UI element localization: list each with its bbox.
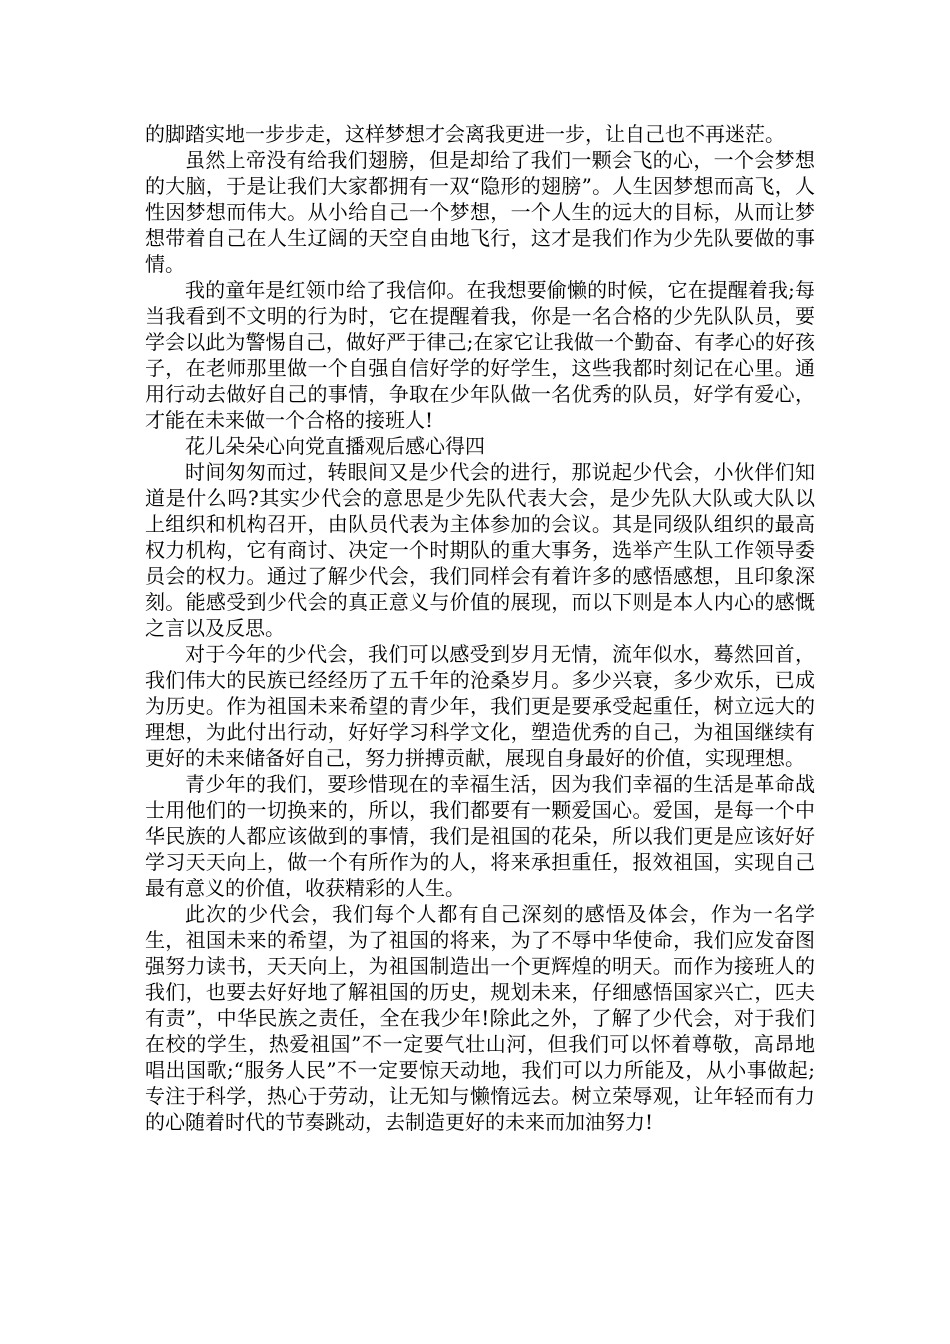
paragraph-2: 虽然上帝没有给我们翅膀，但是却给了我们一颗会飞的心，一个会梦想的大脑，于是让我们大家都拥有一双“隐形的翅膀”。人生因梦想而高飞，人性因梦想而伟大。从小给自己一个梦想，一个人生的远大的目标，从而让梦想带着自己在人生辽阔的天空自由地飞行，这才是我们作为少先队要做的事情。 [145,148,815,276]
paragraph-5: 对于今年的少代会，我们可以感受到岁月无情，流年似水，蓦然回首，我们伟大的民族已经经历了五千年的沧桑岁月。多少兴衰，多少欢乐，已成为历史。作为祖国未来希望的青少年，我们更是要承受起重任，树立远大的理想，为此付出行动，好好学习科学文化，塑造优秀的自己，为祖国继续有更好的未来储备好自己，努力拼搏贡献，展现自身最好的价值，实现理想。 [145,642,815,770]
paragraph-1: 的脚踏实地一步步走，这样梦想才会离我更进一步，让自己也不再迷茫。 [145,122,785,146]
paragraph-3: 我的童年是红领巾给了我信仰。在我想要偷懒的时候，它在提醒着我;每当我看到不文明的行为时，它在提醒着我，你是一名合格的少先队队员，要学会以此为警惕自己，做好严于律己;在家它让我做一个勤奋、有孝心的好孩子，在老师那里做一个自强自信好学的好学生，这些我都时刻记在心里。通用行动去做好自己的事情，争取在少年队做一名优秀的队员，好学有爱心，才能在未来做一个合格的接班人! [145,278,815,432]
section-heading: 花儿朵朵心向党直播观后感心得四 [185,434,485,458]
paragraph-6: 青少年的我们，要珍惜现在的幸福生活，因为我们幸福的生活是革命战士用他们的一切换来的，所以，我们都要有一颗爱国心。爱国，是每一个中华民族的人都应该做到的事情，我们是祖国的花朵，所以我们更是应该好好学习天天向上，做一个有所作为的人，将来承担重任，报效祖国，实现自己最有意义的价值，收获精彩的人生。 [145,772,815,900]
document-page [145,121,815,1135]
paragraph-4: 时间匆匆而过，转眼间又是少代会的进行，那说起少代会，小伙伴们知道是什么吗?其实少代会的意思是少先队代表大会，是少先队大队或大队以上组织和机构召开，由队员代表为主体参加的会议。其是同级队组织的最高权力机构，它有商讨、决定一个时期队的重大事务，选举产生队工作领导委员会的权力。通过了解少代会，我们同样会有着许多的感悟感想，且印象深刻。能感受到少代会的真正意义与价值的展现，而以下则是本人内心的感慨之言以及反思。 [145,460,815,640]
paragraph-7: 此次的少代会，我们每个人都有自己深刻的感悟及体会，作为一名学生，祖国未来的希望，为了祖国的将来，为了不辱中华使命，我们应发奋图强努力读书，天天向上，为祖国制造出一个更辉煌的明天。而作为接班人的我们，也要去好好地了解祖国的历史，规划未来，仔细感悟国家兴亡，匹夫有责”，中华民族之责任，全在我少年!除此之外，了解了少代会，对于我们在校的学生，热爱祖国”不一定要气壮山河，但我们可以怀着尊敬，高昂地唱出国歌;“服务人民”不一定要惊天动地，我们可以力所能及，从小事做起;专注于科学，热心于劳动，让无知与懒惰远去。树立荣辱观，让年轻而有力的心随着时代的节奏跳动，去制造更好的未来而加油努力! [145,902,815,1134]
